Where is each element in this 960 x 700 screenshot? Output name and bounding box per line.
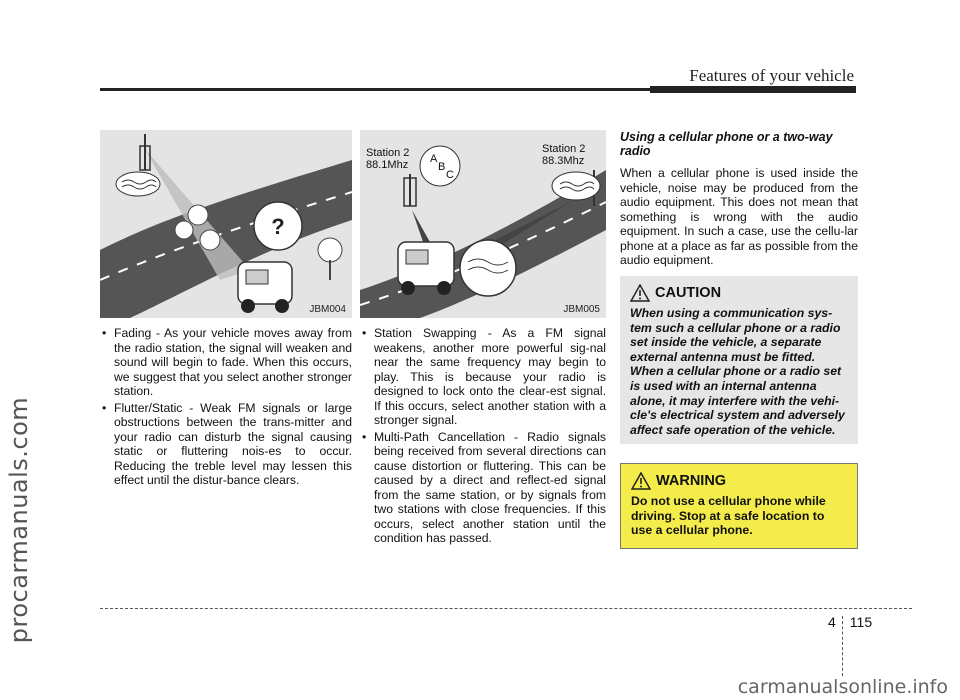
caution-title: CAUTION — [655, 285, 722, 301]
warning-title: WARNING — [656, 473, 727, 489]
bubble-letter-b: B — [438, 161, 446, 173]
figure-code-left: JBM004 — [309, 304, 346, 315]
figure-question-mark: ? — [271, 214, 285, 239]
page-number — [828, 614, 872, 630]
figure-code-middle: JBM005 — [563, 304, 600, 315]
right-column — [620, 130, 858, 268]
caution-header — [630, 284, 848, 302]
warning-triangle-icon — [631, 472, 651, 490]
middle-column — [360, 326, 606, 548]
side-watermark — [4, 350, 34, 690]
bullet-multipath-cancellation: • Multi-Path Cancellation - Radio signals being received from several directions can cause distortion or fluttering. This can be caused by a direct and reflect-ed signal from the same station, or by signals from two stations with close frequencies. If this occurs, select another station until the condition has passed. — [360, 430, 606, 546]
bullet-fading: • Fading - As your vehicle moves away from the radio station, the signal will weaken and sound will begin to fade. When this occurs, we suggest that you select another stronger station. — [100, 326, 352, 399]
chapter-number: 4 — [828, 614, 836, 630]
side-watermark-text: procarmanuals.com — [5, 396, 34, 644]
station-swapping-illustration — [360, 130, 606, 318]
header-rule-accent — [650, 86, 856, 93]
left-column — [100, 326, 352, 490]
section-body: When a cellular phone is used inside the vehicle, noise may be produced from the audio equipment. This does not mean that something is wrong with the audio equipment. In such a case, use the cellu-lar phone at a place as far as possible from the audio equipment. — [620, 166, 858, 267]
bottom-watermark: carmanualsonline.info — [737, 676, 948, 698]
bubble-letter-a: A — [430, 153, 438, 165]
station-left-freq: 88.1Mhz — [366, 159, 409, 171]
warning-text: Do not use a cellular phone while driving. Stop at a safe location to use a cellular phone. — [631, 494, 826, 538]
bullet-station-swapping: • Station Swapping - As a FM signal weakens, another more powerful sig-nal near the same frequency may begin to play. This is because your radio is designed to lock onto the clear-est signal. If this occurs, select another station with a stronger signal. — [360, 326, 606, 428]
warning-header — [631, 472, 847, 490]
station-right-freq: 88.3Mhz — [542, 155, 585, 167]
caution-text: When using a communication sys-tem such a cellular phone or a radio set inside the vehicle, a separate external antenna must be fitted. When a cellular phone or a radio set is used with an internal antenna alone, it may interfere with the vehi-cle's electrical system and adversely affect safe operation of the vehicle. — [630, 306, 845, 437]
page-header-title: Features of your vehicle — [689, 66, 854, 85]
figure-fading — [100, 130, 352, 318]
warning-box — [620, 463, 858, 549]
bubble-letter-c: C — [446, 169, 454, 181]
bullet-flutter-static: • Flutter/Static - Weak FM signals or large obstructions between the trans-mitter and your radio can disturb the signal causing static or fluttering nois-es to occur. Reducing the treble level may lessen this effect until the distur-bance clears. — [100, 401, 352, 488]
fading-illustration — [100, 130, 352, 318]
figure-station-swapping — [360, 130, 606, 318]
caution-box — [620, 276, 858, 444]
station-left-name: Station 2 — [366, 147, 410, 159]
station-right-name: Station 2 — [542, 143, 586, 155]
section-heading: Using a cellular phone or a two-way radio — [620, 130, 833, 158]
caution-triangle-icon — [630, 284, 650, 302]
page-number-value: 115 — [849, 614, 873, 630]
footer-rule — [100, 608, 912, 609]
